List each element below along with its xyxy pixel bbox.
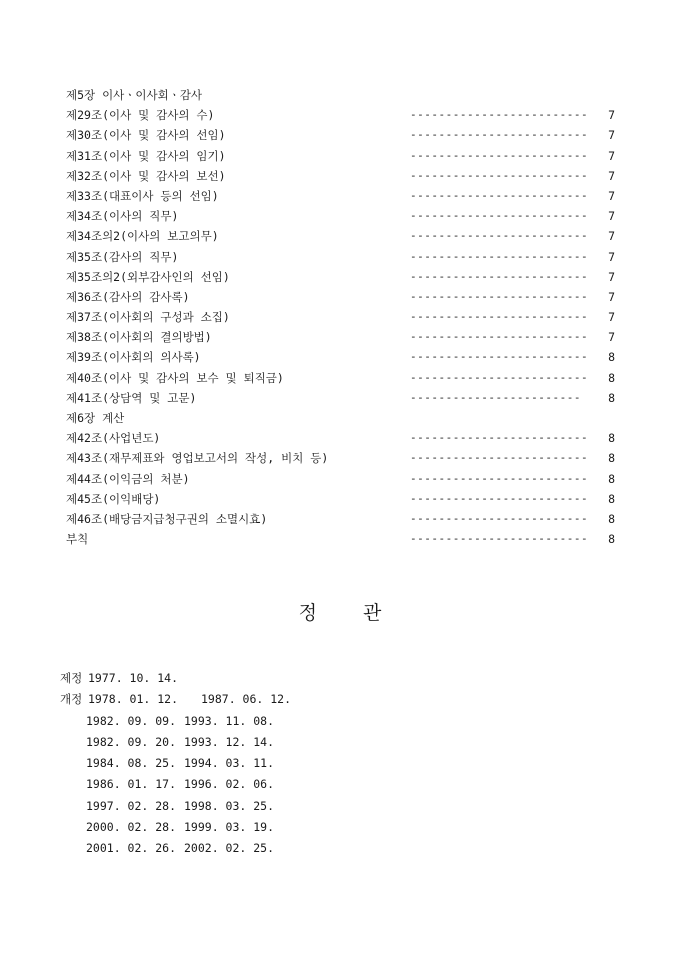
toc-entry-title: 제34조의2(이사의 보고의무) [66,229,219,244]
revision-date: 1978. 01. 12. [88,692,179,707]
toc-entry-page: 8 [608,370,615,385]
toc-entry-leader: ------------------------- [410,128,589,142]
toc-entry [66,368,626,388]
toc-entry-page: 8 [608,532,615,547]
toc-entry-page: 7 [608,269,615,284]
toc-entry-title: 부칙 [66,532,89,547]
toc-entry [66,469,626,489]
revision-date: 2001. 02. 26. [86,841,177,856]
toc-entry-title: 제35조(감사의 직무) [66,249,179,264]
revision-date: 1993. 11. 08. [184,713,275,728]
toc-entry-page: 8 [608,451,615,466]
toc-entry-leader: ------------------------- [410,229,589,243]
toc-entry-leader: ------------------------- [410,269,589,283]
toc-entry-leader: ------------------------- [410,168,589,182]
toc-entry-leader: ------------------------- [410,188,589,202]
toc-entry [66,105,626,125]
revision-date: 1987. 06. 12. [201,692,292,707]
toc-entry-page: 8 [608,390,615,405]
toc-entry-title: 제34조(이사의 직무) [66,209,179,224]
toc-entry-leader: ------------------------- [410,209,589,223]
toc-entry-title: 제43조(재무제표와 영업보고서의 작성, 비치 등) [66,451,329,466]
toc-entry [66,347,626,367]
toc-entry-page: 7 [608,229,615,244]
toc-entry-title: 제5장 이사ㆍ이사회ㆍ감사 [66,88,203,102]
toc-entry-title: 제29조(이사 및 감사의 수) [66,108,215,123]
toc-entry-leader: ------------------------- [410,451,589,465]
toc-entry-leader: ------------------------- [410,491,589,505]
toc-entry-leader: ------------------------- [410,370,589,384]
toc-entry-leader: ------------------------- [410,249,589,263]
revision-date: 2002. 02. 25. [184,841,275,856]
toc-entry-page: 7 [608,188,615,203]
revision-date: 1993. 12. 14. [184,734,275,749]
toc-entry [66,206,626,226]
toc-entry [66,85,626,105]
toc-entry [66,287,626,307]
revision-date: 2000. 02. 28. [86,820,177,835]
toc-entry [66,408,626,428]
toc-entry-title: 제31조(이사 및 감사의 임기) [66,148,226,163]
toc-entry-leader: ------------------------- [410,310,589,324]
toc-entry-page: 8 [608,431,615,446]
toc-entry-page: 8 [608,471,615,486]
revision-date: 1994. 03. 11. [184,756,275,771]
toc-entry-leader: ------------------------- [410,532,589,546]
toc-entry-leader: ------------------------- [410,511,589,525]
toc-entry-page: 7 [608,310,615,325]
toc-entry [66,327,626,347]
toc-entry-page: 7 [608,289,615,304]
toc-entry-title: 제45조(이익배당) [66,491,161,506]
toc-entry-page: 7 [608,108,615,123]
toc-entry-page: 7 [608,168,615,183]
toc-entry-page: 7 [608,209,615,224]
toc-entry-leader: ------------------------ [410,390,581,404]
toc-entry [66,125,626,145]
enacted-label: 제정 [60,671,83,685]
revision-date: 1986. 01. 17. [86,777,177,792]
toc-entry-title: 제39조(이사회의 의사록) [66,350,201,365]
toc-entry [66,428,626,448]
revision-date: 1984. 08. 25. [86,756,177,771]
toc-entry-title: 제42조(사업년도) [66,431,161,446]
toc-entry-page: 8 [608,511,615,526]
revision-date: 1997. 02. 28. [86,798,177,813]
toc-entry-title: 제38조(이사회의 결의방법) [66,330,212,345]
revision-date: 1982. 09. 09. [86,713,177,728]
toc-entry [66,448,626,468]
toc-entry-page: 7 [608,330,615,345]
toc-entry [66,267,626,287]
table-of-contents [66,85,626,549]
toc-entry-leader: ------------------------- [410,471,589,485]
toc-entry-page: 7 [608,249,615,264]
toc-entry-page: 7 [608,148,615,163]
toc-entry-title: 제44조(이익금의 처분) [66,471,190,486]
toc-entry-page: 7 [608,128,615,143]
toc-entry [66,307,626,327]
document-title: 정 관 [298,602,402,624]
toc-entry-page: 8 [608,491,615,506]
toc-entry-title: 제41조(상담역 및 고문) [66,390,197,405]
toc-entry [66,186,626,206]
toc-entry-leader: ------------------------- [410,148,589,162]
enacted-date: 1977. 10. 14. [88,671,179,685]
revision-date: 1996. 02. 06. [184,777,275,792]
toc-entry-title: 제35조의2(외부감사인의 선임) [66,269,230,284]
toc-entry [66,529,626,549]
toc-entry-title: 제32조(이사 및 감사의 보선) [66,168,226,183]
toc-entry-title: 제40조(이사 및 감사의 보수 및 퇴직금) [66,370,284,385]
toc-entry-leader: ------------------------- [410,330,589,344]
toc-entry-leader: ------------------------- [410,289,589,303]
toc-entry [66,509,626,529]
toc-entry [66,146,626,166]
toc-entry-leader: ------------------------- [410,108,589,122]
revision-date: 1999. 03. 19. [184,820,275,835]
toc-entry [66,226,626,246]
revision-date: 1998. 03. 25. [184,798,275,813]
toc-entry-title: 제46조(배당금지급청구권의 소멸시효) [66,511,268,526]
toc-entry-leader: ------------------------- [410,431,589,445]
toc-entry-title: 제30조(이사 및 감사의 선임) [66,128,226,143]
toc-entry-leader: ------------------------- [410,350,589,364]
revised-label: 개정 [60,692,83,707]
toc-entry-title: 제36조(감사의 감사록) [66,289,190,304]
toc-entry [66,388,626,408]
toc-entry [66,166,626,186]
toc-entry-page: 8 [608,350,615,365]
toc-entry [66,247,626,267]
toc-entry-title: 제37조(이사회의 구성과 소집) [66,310,230,325]
toc-entry [66,489,626,509]
toc-entry-title: 제33조(대표이사 등의 선임) [66,188,219,203]
toc-entry-title: 제6장 계산 [66,411,125,425]
revision-date: 1982. 09. 20. [86,734,177,749]
